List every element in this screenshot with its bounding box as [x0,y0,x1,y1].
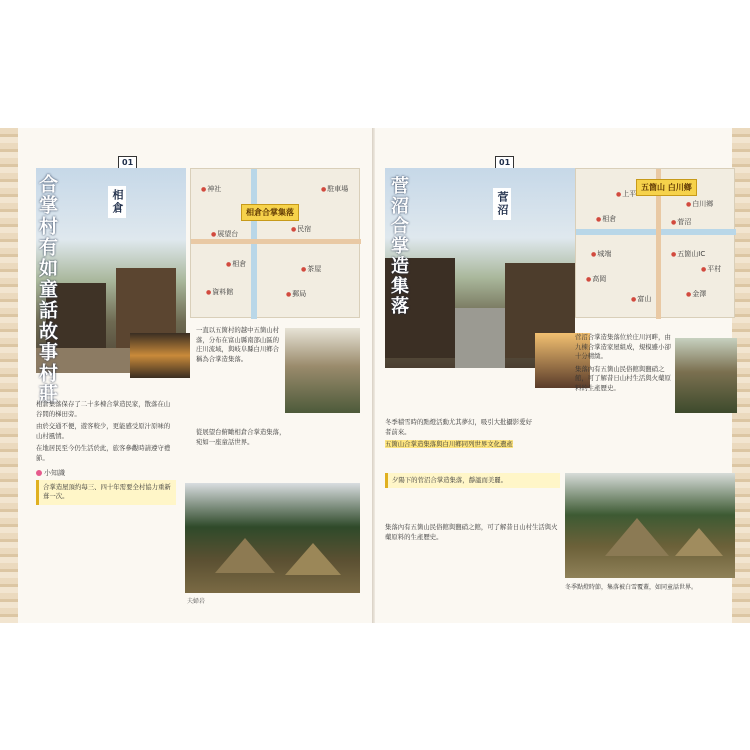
map-pin: ● 民宿 [291,224,311,234]
map-pin: ● 資料館 [206,287,233,297]
map-pin: ● 神社 [201,184,221,194]
right-page [375,128,750,623]
highlight-text: 五箇山合掌造集落與白川鄉同列世界文化遺產 [385,440,513,449]
bullet-icon [36,470,42,476]
left-caption-text: 從展望台俯瞰相倉合掌造集落，宛如一座童話世界。 [196,428,286,446]
left-place-label: 相倉 [108,186,126,218]
left-intro-text [196,326,282,367]
right-roof-photo [675,338,737,413]
map-pin: ● 郵局 [286,289,306,299]
left-page [0,128,375,623]
map-pin: ● 金澤 [686,289,706,299]
note-heading: 小知識 [36,468,65,478]
right-village-photo [565,473,735,578]
map-pin: ● 五箇山IC [671,249,705,259]
right-place-label: 菅沼 [493,188,511,220]
right-body-text [385,418,535,453]
paragraph: 在地居民至今仍生活於此，旅客參觀時請遵守禮節。 [36,444,171,462]
thatched-roof-photo [285,328,360,413]
right-extra-text [385,523,560,545]
map-pin: ● 高岡 [586,274,606,284]
photo-caption: 夫婦岩 [187,598,206,605]
map-pin: ● 上平 [616,189,636,199]
paragraph: 一直以五箇村的越中五箇山村落，分布在富山縣南部山區的庄川流域，與岐阜縣白川鄉合稱為合掌造集落。 [196,326,280,363]
map-pin: ● 平村 [701,264,721,274]
note-box: 合掌造屋頂約每三、四十年需要全村協力重新葺一次。 [36,480,176,505]
map-pin: ● 駐車場 [321,184,348,194]
left-tab-number: 01 [118,156,137,169]
paragraph: 由於交通不便，遊客較少，更能感受原汁原味的山村風情。 [36,422,171,440]
right-caption-box: 夕陽下的菅沼合掌造集落，靜謐而美麗。 [385,473,560,488]
paragraph: 集落內有五箇山民俗館與鹽硝之館，可了解昔日山村生活與火藥原料的生產歷史。 [385,523,558,541]
paragraph: 集落內有五箇山民俗館與鹽硝之館，可了解昔日山村生活與火藥原料的生產歷史。 [575,364,671,392]
left-vertical-title: 合掌村有如童話故事村莊 [36,174,58,405]
right-tab-number: 01 [495,156,514,169]
left-body-text [36,400,176,467]
map-pin: ● 白川鄉 [686,199,713,209]
map-pin: ● 城端 [591,249,611,259]
right-vertical-title: 菅沼合掌造集落 [388,176,409,316]
left-area-map [190,168,360,318]
right-area-map [575,168,735,318]
paragraph: 菅沼合掌造集落位於庄川河畔，由九棟合掌造家屋組成，規模雖小卻十分精緻。 [575,333,671,361]
right-bottom-caption: 冬季點燈時節，集落被白雪覆蓋，如同童話世界。 [565,584,698,591]
map-pin: ● 展望台 [211,229,238,239]
right-map-title: 五箇山 白川鄉 [636,179,697,196]
book-spread [0,128,750,623]
map-pin: ● 菅沼 [671,217,691,227]
village-photo [185,483,360,593]
map-pin: ● 相倉 [596,214,616,224]
left-map-title: 相倉合掌集落 [241,204,299,221]
paragraph: 相倉集落保存了二十多棟合掌造民家，散落在山谷間的梯田旁。 [36,400,171,418]
interior-photo [130,333,190,378]
paragraph: 冬季積雪時的點燈活動尤其夢幻，吸引大批攝影愛好者前來。 [385,418,532,436]
left-decorative-border [0,128,18,623]
right-intro-text [575,333,675,397]
map-pin: ● 茶屋 [301,264,321,274]
map-pin: ● 相倉 [226,259,246,269]
map-pin: ● 富山 [631,294,651,304]
